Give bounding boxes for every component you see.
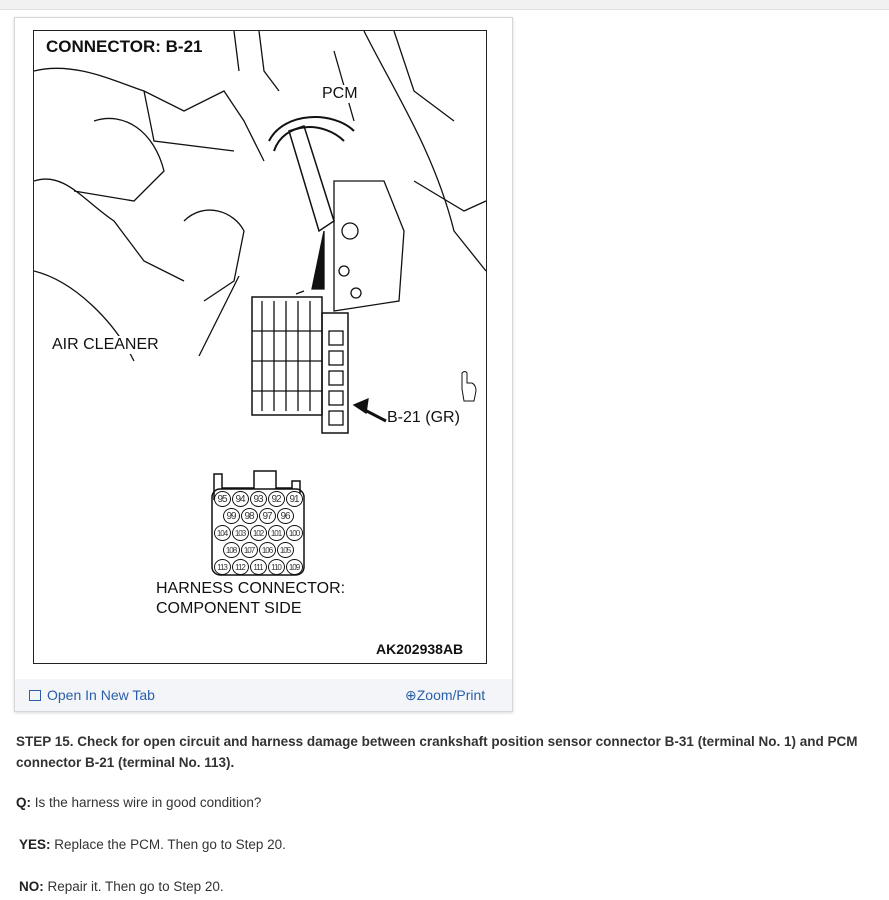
pin-row: [212, 559, 304, 576]
pin-terminal: 104: [214, 525, 231, 541]
pin-row: [212, 491, 304, 508]
no-answer: [19, 879, 224, 894]
pin-terminal: 106: [259, 542, 276, 558]
pin-terminal: 103: [232, 525, 249, 541]
pin-terminal: 109: [286, 559, 303, 575]
pin-terminal: 112: [232, 559, 249, 575]
pin-terminal: 113: [214, 559, 231, 575]
open-new-tab-label: Open In New Tab: [47, 687, 155, 703]
pin-terminal: 107: [241, 542, 258, 558]
figure-footer: [15, 679, 512, 711]
pin-row: [212, 542, 304, 559]
pin-terminal: 99: [223, 508, 240, 524]
connector-label: B-21 (GR): [387, 409, 460, 426]
pin-terminal: 95: [214, 491, 231, 507]
zoom-print-label: Zoom/Print: [416, 687, 486, 703]
top-bar: [0, 0, 889, 10]
yes-label: YES:: [19, 837, 51, 852]
pin-terminal: 91: [286, 491, 303, 507]
zoom-in-icon: ⊕: [405, 687, 417, 703]
pcm-label: PCM: [322, 85, 358, 102]
no-text: Repair it. Then go to Step 20.: [43, 879, 224, 894]
pin-row: [212, 525, 304, 542]
pin-terminal: 111: [250, 559, 267, 575]
pin-terminal: 94: [232, 491, 249, 507]
yes-answer: [19, 837, 286, 852]
pin-row: [212, 508, 304, 525]
pin-terminal: 110: [268, 559, 285, 575]
harness-caption-1: HARNESS CONNECTOR:: [156, 580, 346, 597]
pin-terminal: 98: [241, 508, 258, 524]
air-cleaner-label: AIR CLEANER: [52, 336, 159, 353]
question: [16, 795, 261, 810]
connector-diagram: [33, 30, 487, 664]
pin-layout: [212, 491, 304, 576]
no-label: NO:: [19, 879, 44, 894]
new-tab-icon: [29, 690, 41, 701]
figure-card: [14, 17, 513, 712]
pin-terminal: 101: [268, 525, 285, 541]
pin-terminal: 93: [250, 491, 267, 507]
harness-caption-2: COMPONENT SIDE: [156, 600, 302, 617]
pin-terminal: 100: [286, 525, 303, 541]
pin-terminal: 97: [259, 508, 276, 524]
pin-terminal: 105: [277, 542, 294, 558]
figure-code: AK202938AB: [376, 641, 464, 657]
zoom-print-link[interactable]: [405, 687, 485, 704]
pin-terminal: 108: [223, 542, 240, 558]
open-new-tab-link[interactable]: [29, 687, 155, 703]
diagram-title: CONNECTOR: B-21: [46, 37, 203, 56]
question-label: Q:: [16, 795, 31, 810]
pin-terminal: 96: [277, 508, 294, 524]
question-text: Is the harness wire in good condition?: [31, 795, 262, 810]
pin-terminal: 102: [250, 525, 267, 541]
yes-text: Replace the PCM. Then go to Step 20.: [50, 837, 286, 852]
step-description: STEP 15. Check for open circuit and harness damage between crankshaft position sensor connector B-31 (terminal No. 1) and PCM connector B-21 (terminal No. 113).: [16, 734, 858, 770]
pin-terminal: 92: [268, 491, 285, 507]
